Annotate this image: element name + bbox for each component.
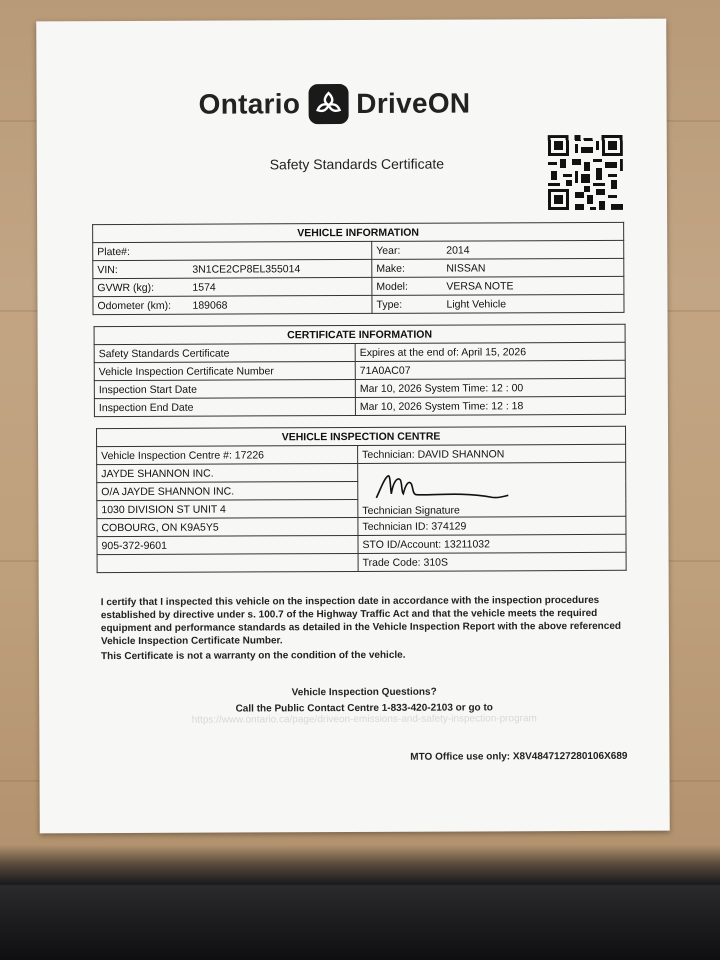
floor-background [0,885,720,960]
mto-office-use: MTO Office use only: X8V4847127280106X689 [410,750,628,763]
vin-value: 3N1CE2CP8EL355014 [192,262,301,276]
vin-cell [93,259,372,278]
make-cell [372,258,624,277]
cert-row-label: Vehicle Inspection Certificate Number [94,361,355,380]
certificate-information-heading: CERTIFICATE INFORMATION [94,324,625,344]
odometer-cell [93,295,372,314]
technician-signature [372,467,522,504]
vehicle-information-heading: VEHICLE INFORMATION [93,222,624,242]
cert-row-label: Inspection End Date [94,397,355,416]
sto-id: STO ID/Account: 13211032 [358,534,626,553]
gvwr-label: GVWR (kg): [97,281,155,294]
model-cell [372,276,624,295]
cert-row-value: Mar 10, 2026 System Time: 12 : 00 [355,378,625,397]
certification-statement: I certify that I inspected this vehicle on the inspection date in accordance with the inspection procedures established by directive under s. 100.7 of the Highway Traffic Act and that the vehicle meets the required equipment and performance standards as detailed in the Vehicle Inspection Report with the above referenced Vehicle Inspection Certificate Number. [100,594,622,648]
make-value: NISSAN [446,261,486,275]
make-label: Make: [376,262,405,275]
centre-number: Vehicle Inspection Centre #: 17226 [97,445,358,464]
signature-cell [358,462,626,517]
year-label: Year: [376,244,401,257]
centre-name-line2: O/A JAYDE SHANNON INC. [97,481,358,500]
type-value: Light Vehicle [446,297,507,311]
cert-row-label: Safety Standards Certificate [94,343,355,362]
certificate-paper [36,19,670,834]
plate-label: Plate#: [97,245,130,258]
odometer-value: 189068 [192,299,228,312]
inspection-centre-heading: VEHICLE INSPECTION CENTRE [97,426,626,446]
warranty-disclaimer: This Certificate is not a warranty on the condition of the vehicle. [100,649,406,663]
cert-row-value: 71A0AC07 [355,360,625,379]
cert-row-label: Inspection Start Date [94,379,355,398]
centre-phone: 905-372-9601 [97,535,358,554]
centre-address-line1: 1030 DIVISION ST UNIT 4 [97,499,358,518]
year-value: 2014 [446,243,470,257]
plate-cell [93,241,372,260]
model-value: VERSA NOTE [446,279,514,293]
technician-signature-label: Technician Signature [362,504,460,517]
centre-name-line1: JAYDE SHANNON INC. [97,463,358,482]
brand-ontario: Ontario [198,88,301,120]
year-cell [372,240,624,259]
technician-id: Technician ID: 374129 [358,516,626,535]
technician-name: Technician: DAVID SHANNON [358,444,626,463]
certificate-information-table [94,324,626,417]
gvwr-cell [93,277,372,296]
certification-block [101,594,631,665]
type-label: Type: [376,298,403,311]
gvwr-value: 1574 [192,281,216,294]
qr-code [548,135,623,210]
inspection-centre-table [96,426,627,573]
empty-cell [97,553,358,572]
vin-label: VIN: [97,263,118,276]
trade-code: Trade Code: 310S [358,552,626,571]
ontario-driveon-logo [199,81,471,126]
centre-address-line2: COBOURG, ON K9A5Y5 [97,517,358,536]
document-title: Safety Standards Certificate [269,155,445,173]
brand-driveon: DriveON [356,87,471,119]
contact-url-link[interactable]: https://www.ontario.ca/page/driveon-emissions-and-safety-inspection-program [191,713,537,726]
cert-row-value: Mar 10, 2026 System Time: 12 : 18 [355,396,625,415]
contact-call-line: Call the Public Contact Centre 1-833-420-2103 or go to [235,702,493,715]
vehicle-information-table [92,222,624,315]
cert-row-value: Expires at the end of: April 15, 2026 [355,342,625,361]
type-cell [372,294,624,313]
trillium-icon [308,84,348,124]
model-label: Model: [376,280,408,293]
contact-question: Vehicle Inspection Questions? [291,686,437,699]
odometer-label: Odometer (km): [97,299,172,312]
